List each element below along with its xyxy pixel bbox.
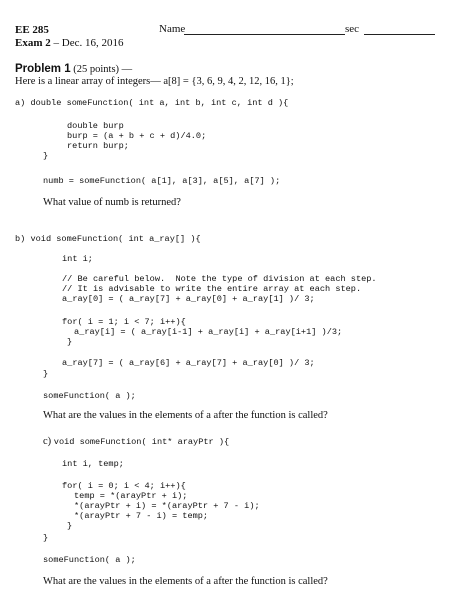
name-label: Name: [159, 23, 186, 35]
exam-label: Exam 2: [15, 37, 51, 49]
part-a-call: numb = someFunction( a[1], a[3], a[5], a[7] );: [43, 176, 281, 186]
part-c-decl: int i, temp;: [62, 459, 124, 469]
part-c-signature: [43, 436, 229, 447]
part-a-line-3: return burp;: [67, 141, 129, 151]
part-a-question: What value of numb is returned?: [43, 197, 181, 208]
part-c-body-2: *(arayPtr + i) = *(arayPtr + 7 - i);: [74, 501, 260, 511]
sec-label: sec: [345, 23, 360, 35]
part-b-assign-0: a_ray[0] = ( a_ray[7] + a_ray[0] + a_ray[1] )/ 3;: [62, 294, 315, 304]
part-b-loop-body: a_ray[i] = ( a_ray[i-1] + a_ray[i] + a_ray[i+1] )/3;: [74, 327, 343, 337]
problem-intro: Here is a linear array of integers— a[8] = {3, 6, 9, 4, 2, 12, 16, 1};: [15, 76, 294, 87]
part-c-body-1: temp = *(arayPtr + i);: [74, 491, 188, 501]
part-b-call: someFunction( a );: [43, 391, 136, 401]
part-c-close-brace: }: [43, 533, 49, 543]
part-b-loop-close: }: [67, 337, 73, 347]
part-a-line-2: burp = (a + b + c + d)/4.0;: [67, 131, 207, 141]
part-b-loop: for( i = 1; i < 7; i++){: [62, 317, 186, 327]
course-code: EE 285: [15, 24, 49, 36]
part-b-question: What are the values in the elements of a after the function is called?: [43, 410, 328, 421]
exam-date: – Dec. 16, 2016: [50, 37, 124, 49]
exam-line: [15, 37, 123, 49]
part-a-close-brace: }: [43, 151, 49, 161]
part-c-loop-close: }: [67, 521, 73, 531]
part-c-call: someFunction( a );: [43, 555, 136, 565]
part-b-decl: int i;: [62, 254, 93, 264]
part-b-signature: b) void someFunction( int a_ray[] ){: [15, 234, 201, 244]
part-c-loop: for( i = 0; i < 4; i++){: [62, 481, 186, 491]
part-b-comment-1: // Be careful below. Note the type of division at each step.: [62, 274, 377, 284]
part-c-body-3: *(arayPtr + 7 - i) = temp;: [74, 511, 209, 521]
problem-title: [15, 63, 132, 75]
part-c-question: What are the values in the elements of a after the function is called?: [43, 576, 328, 587]
part-c-signature-code: void someFunction( int* arayPtr ){: [53, 437, 230, 447]
sec-blank-line: [364, 34, 435, 35]
problem-points: (25 points) —: [70, 64, 133, 75]
part-b-comment-2: // It is advisable to write the entire array at each step.: [62, 284, 362, 294]
part-c-label: c): [43, 436, 54, 447]
part-a-signature: a) double someFunction( int a, int b, int c, int d ){: [15, 98, 289, 108]
problem-number: Problem 1: [15, 63, 71, 75]
part-b-close-brace: }: [43, 369, 49, 379]
name-blank-line: [184, 34, 345, 35]
part-b-assign-7: a_ray[7] = ( a_ray[6] + a_ray[7] + a_ray[0] )/ 3;: [62, 358, 315, 368]
part-a-line-1: double burp: [67, 121, 124, 131]
